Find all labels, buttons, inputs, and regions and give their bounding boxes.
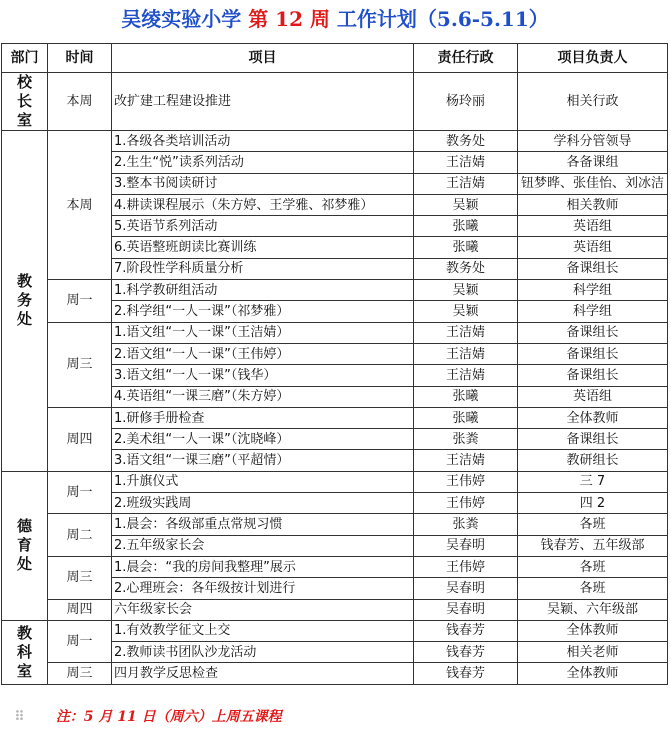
item-cell: 改扩建工程建设推进: [112, 73, 414, 131]
admin-cell: 教务处: [414, 258, 518, 279]
item-cell: 1.晨会：“我的房间我整理”展示: [112, 556, 414, 577]
owner-cell: 三 7: [518, 471, 668, 492]
table-row: [2, 471, 668, 492]
dept-cell: 校 长 室: [2, 73, 48, 131]
dept-cell: 教 务 处: [2, 131, 48, 472]
item-cell: 1.科学教研组活动: [112, 280, 414, 301]
table-row: [2, 620, 668, 641]
owner-cell: 科学组: [518, 301, 668, 322]
time-cell: 周一: [48, 280, 112, 323]
item-cell: 2.五年级家长会: [112, 535, 414, 556]
owner-cell: 备课组长: [518, 365, 668, 386]
owner-cell: 备课组长: [518, 322, 668, 343]
owner-cell: 各班: [518, 514, 668, 535]
admin-cell: 张粪: [414, 514, 518, 535]
item-cell: 6.英语整班朗读比赛训练: [112, 237, 414, 258]
admin-cell: 王洁婧: [414, 365, 518, 386]
admin-cell: 王洁婧: [414, 152, 518, 173]
item-cell: 2.教师读书团队沙龙活动: [112, 642, 414, 663]
admin-cell: 吴颖: [414, 194, 518, 215]
owner-cell: 英语组: [518, 386, 668, 407]
admin-cell: 张粪: [414, 429, 518, 450]
admin-cell: 王伟婷: [414, 493, 518, 514]
dept-cell: 德 育 处: [2, 471, 48, 620]
owner-cell: 各备课组: [518, 152, 668, 173]
admin-cell: 张曦: [414, 216, 518, 237]
admin-cell: 张曦: [414, 407, 518, 428]
time-cell: 周四: [48, 599, 112, 620]
item-cell: 六年级家长会: [112, 599, 414, 620]
item-cell: 2.班级实践周: [112, 493, 414, 514]
admin-cell: 王洁婧: [414, 343, 518, 364]
admin-cell: 吴春明: [414, 599, 518, 620]
table-row: [2, 599, 668, 620]
time-cell: 周一: [48, 471, 112, 514]
owner-cell: 相关教师: [518, 194, 668, 215]
header-dept: 部门: [2, 44, 48, 73]
owner-cell: 备课组长: [518, 343, 668, 364]
item-cell: 1.语文组“一人一课”（王洁婧）: [112, 322, 414, 343]
time-cell: 本周: [48, 131, 112, 280]
item-cell: 2.语文组“一人一课”（王伟婷）: [112, 343, 414, 364]
item-cell: 2.美术组“一人一课”（沈晓峰）: [112, 429, 414, 450]
owner-cell: 钱春芳、五年级部: [518, 535, 668, 556]
admin-cell: 张曦: [414, 386, 518, 407]
owner-cell: 教研组长: [518, 450, 668, 471]
owner-cell: 吴颖、六年级部: [518, 599, 668, 620]
table-body: [2, 73, 668, 685]
item-cell: 1.研修手册检查: [112, 407, 414, 428]
item-cell: 1.晨会：各级部重点常规习惯: [112, 514, 414, 535]
owner-cell: 科学组: [518, 280, 668, 301]
note-text: 注：5 月 11 日（周六）上周五课程: [55, 709, 282, 725]
time-cell: 周三: [48, 556, 112, 599]
item-cell: 5.英语节系列活动: [112, 216, 414, 237]
work-plan-table: [1, 43, 668, 685]
table-header-row: [2, 44, 668, 73]
item-cell: 3.语文组“一课三磨”（平超情）: [112, 450, 414, 471]
owner-cell: 相关行政: [518, 73, 668, 131]
item-cell: 3.整本书阅读研讨: [112, 173, 414, 194]
table-row: [2, 280, 668, 301]
header-item: 项目: [112, 44, 414, 73]
admin-cell: 王洁婧: [414, 173, 518, 194]
owner-cell: 全体教师: [518, 620, 668, 641]
table-row: [2, 322, 668, 343]
owner-cell: 全体教师: [518, 407, 668, 428]
time-cell: 周二: [48, 514, 112, 557]
time-cell: 周四: [48, 407, 112, 471]
owner-cell: 四 2: [518, 493, 668, 514]
table-row: [2, 73, 668, 131]
footer-note: [14, 706, 282, 726]
school-name: 吴绫实验小学: [121, 7, 242, 31]
table-row: [2, 407, 668, 428]
item-cell: 四月教学反思检查: [112, 663, 414, 684]
page-title: [0, 4, 670, 34]
admin-cell: 教务处: [414, 131, 518, 152]
owner-cell: 钮梦晔、张佳怡、刘冰洁: [518, 173, 668, 194]
table-row: [2, 131, 668, 152]
owner-cell: 各班: [518, 556, 668, 577]
admin-cell: 王洁婧: [414, 450, 518, 471]
item-cell: 3.语文组“一人一课”（钱华）: [112, 365, 414, 386]
time-cell: 本周: [48, 73, 112, 131]
item-cell: 2.心理班会：各年级按计划进行: [112, 578, 414, 599]
admin-cell: 吴春明: [414, 535, 518, 556]
owner-cell: 各班: [518, 578, 668, 599]
header-time: 时间: [48, 44, 112, 73]
week-number: 第 12 周: [248, 7, 330, 31]
owner-cell: 全体教师: [518, 663, 668, 684]
item-cell: 1.各级各类培训活动: [112, 131, 414, 152]
dept-cell: 教 科 室: [2, 620, 48, 684]
admin-cell: 王洁婧: [414, 322, 518, 343]
time-cell: 周一: [48, 620, 112, 663]
table-row: [2, 556, 668, 577]
owner-cell: 英语组: [518, 216, 668, 237]
owner-cell: 备课组长: [518, 258, 668, 279]
admin-cell: 吴颖: [414, 280, 518, 301]
header-owner: 项目负责人: [518, 44, 668, 73]
item-cell: 2.生生“悦”读系列活动: [112, 152, 414, 173]
owner-cell: 备课组长: [518, 429, 668, 450]
item-cell: 1.有效教学征文上交: [112, 620, 414, 641]
table-row: [2, 663, 668, 684]
item-cell: 2.科学组“一人一课”（祁梦雅）: [112, 301, 414, 322]
admin-cell: 杨玲丽: [414, 73, 518, 131]
admin-cell: 吴春明: [414, 578, 518, 599]
item-cell: 1.升旗仪式: [112, 471, 414, 492]
table-row: [2, 514, 668, 535]
time-cell: 周三: [48, 322, 112, 407]
header-admin: 责任行政: [414, 44, 518, 73]
admin-cell: 张曦: [414, 237, 518, 258]
admin-cell: 钱春芳: [414, 663, 518, 684]
admin-cell: 钱春芳: [414, 620, 518, 641]
owner-cell: 相关老师: [518, 642, 668, 663]
admin-cell: 王伟婷: [414, 471, 518, 492]
admin-cell: 王伟婷: [414, 556, 518, 577]
owner-cell: 英语组: [518, 237, 668, 258]
plan-title: 工作计划（5.6-5.11）: [336, 7, 549, 31]
admin-cell: 钱春芳: [414, 642, 518, 663]
owner-cell: 学科分管领导: [518, 131, 668, 152]
drag-handle-icon[interactable]: ⠿: [14, 709, 23, 725]
item-cell: 4.耕读课程展示（朱方婷、王学雅、祁梦雅）: [112, 194, 414, 215]
item-cell: 4.英语组“一课三磨”（朱方婷）: [112, 386, 414, 407]
item-cell: 7.阶段性学科质量分析: [112, 258, 414, 279]
time-cell: 周三: [48, 663, 112, 684]
admin-cell: 吴颖: [414, 301, 518, 322]
